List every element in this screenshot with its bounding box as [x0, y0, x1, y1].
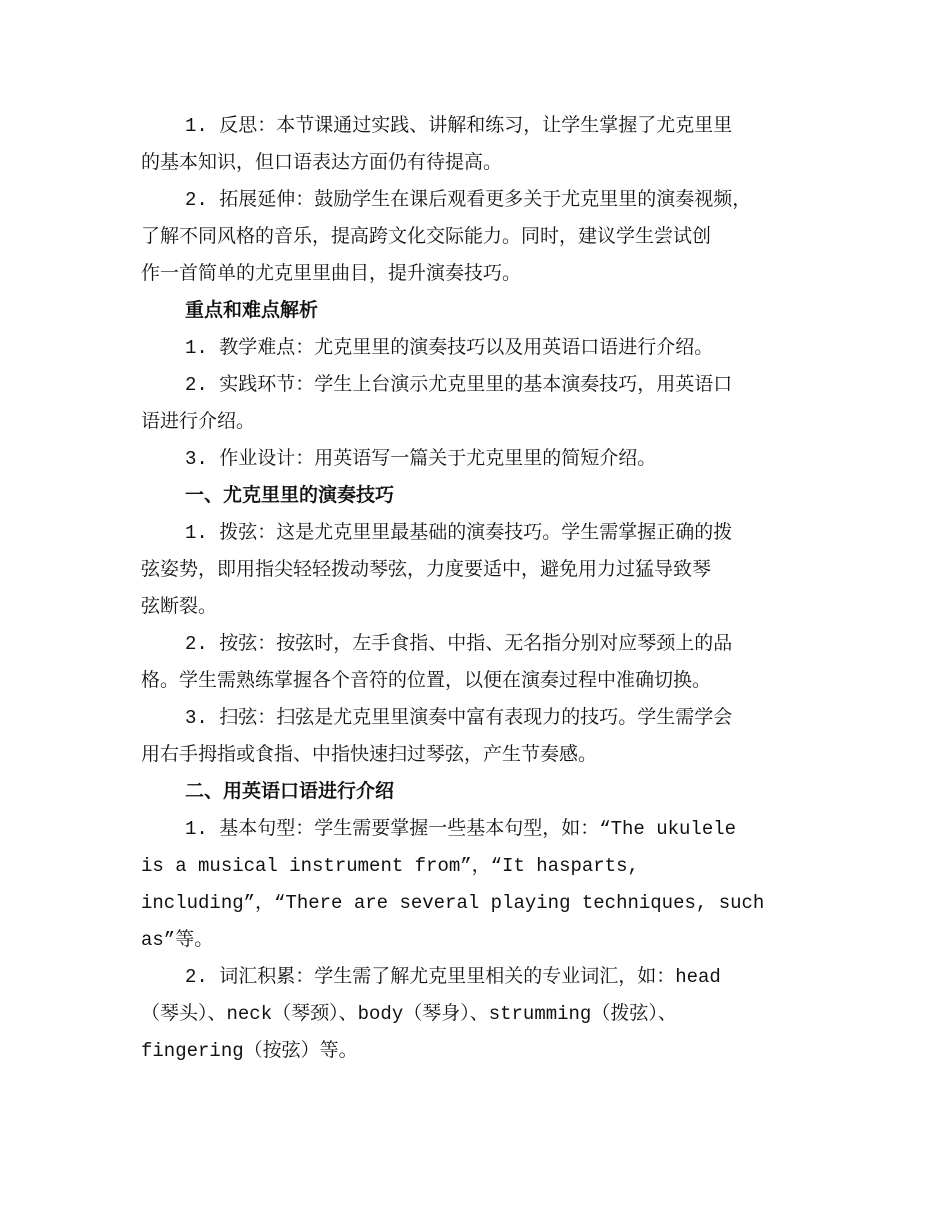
text-line: including”，“There are several playing techniques, such [141, 892, 765, 914]
text-line: 二、用英语口语进行介绍 [185, 781, 395, 803]
paragraph [141, 441, 821, 478]
text-line: 3. 扫弦：扫弦是尤克里里演奏中富有表现力的技巧。学生需学会 [185, 707, 733, 729]
text-line: 弦姿势，即用指尖轻轻拨动琴弦，力度要适中，避免用力过猛导致琴 [141, 559, 712, 581]
text-line: 的基本知识，但口语表达方面仍有待提高。 [141, 152, 503, 174]
paragraph [141, 182, 821, 293]
document-body [141, 108, 821, 1070]
text-line: 1. 基本句型：学生需要掌握一些基本句型，如：“The ukulele [185, 818, 737, 840]
text-line: 1. 拨弦：这是尤克里里最基础的演奏技巧。学生需掌握正确的拨 [185, 522, 733, 544]
text-line: 语进行介绍。 [141, 411, 256, 433]
text-line: 1. 教学难点：尤克里里的演奏技巧以及用英语口语进行介绍。 [185, 337, 714, 359]
paragraph [141, 515, 821, 626]
paragraph [141, 959, 821, 1070]
paragraph [141, 811, 821, 959]
paragraph [141, 367, 821, 441]
text-line: 1. 反思：本节课通过实践、讲解和练习，让学生掌握了尤克里里 [185, 115, 733, 137]
paragraph [141, 108, 821, 182]
text-line: 一、尤克里里的演奏技巧 [185, 485, 395, 507]
text-line: 3. 作业设计：用英语写一篇关于尤克里里的简短介绍。 [185, 448, 657, 470]
text-line: 2. 拓展延伸：鼓励学生在课后观看更多关于尤克里里的演奏视频， [185, 189, 752, 211]
text-line: is a musical instrument from”，“It hasparts, [141, 855, 639, 877]
text-line: 格。学生需熟练掌握各个音符的位置，以便在演奏过程中准确切换。 [141, 670, 712, 692]
text-line: 弦断裂。 [141, 596, 218, 618]
text-line: 2. 实践环节：学生上台演示尤克里里的基本演奏技巧，用英语口 [185, 374, 733, 396]
text-line: as”等。 [141, 929, 214, 951]
text-line: 2. 按弦：按弦时，左手食指、中指、无名指分别对应琴颈上的品 [185, 633, 733, 655]
section-heading [141, 774, 821, 811]
text-line: 作一首简单的尤克里里曲目，提升演奏技巧。 [141, 263, 522, 285]
paragraph [141, 700, 821, 774]
paragraph [141, 330, 821, 367]
text-line: （琴头）、neck（琴颈）、body（琴身）、strumming（拨弦）、 [141, 1003, 677, 1025]
section-heading [141, 293, 821, 330]
text-line: 了解不同风格的音乐，提高跨文化交际能力。同时，建议学生尝试创 [141, 226, 712, 248]
section-heading [141, 478, 821, 515]
text-line: 用右手拇指或食指、中指快速扫过琴弦，产生节奏感。 [141, 744, 598, 766]
text-line: 2. 词汇积累：学生需了解尤克里里相关的专业词汇，如：head [185, 966, 721, 988]
paragraph [141, 626, 821, 700]
text-line: 重点和难点解析 [185, 300, 319, 322]
text-line: fingering（按弦）等。 [141, 1040, 358, 1062]
